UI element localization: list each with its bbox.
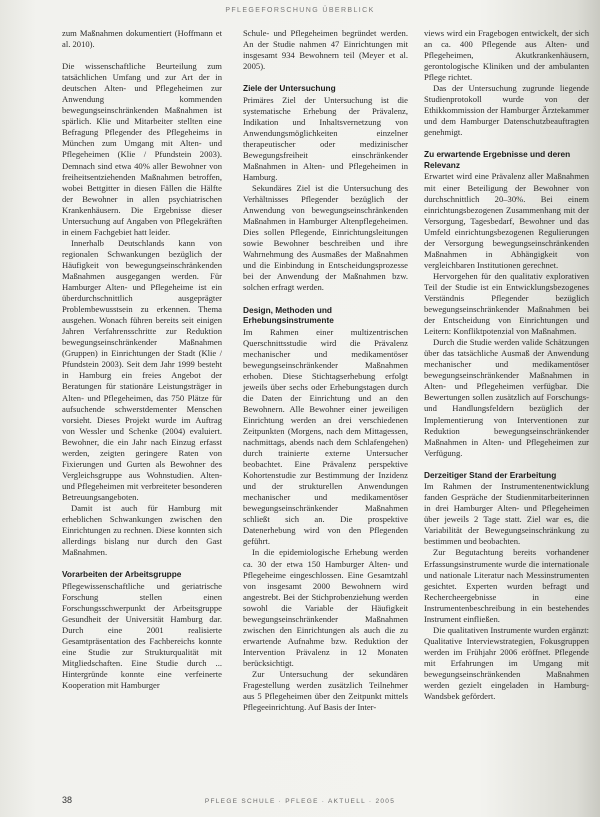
paragraph: Das der Untersuchung zugrunde liegende Studienprotokoll wurde von der Ethikkommission der Hamburger Ärztekammer und dem Hamburger Datenschutzbeauftragten genehmigt. — [424, 83, 589, 138]
running-head: PFLEGEFORSCHUNG ÜBERBLICK — [225, 7, 375, 14]
section-heading-ergebnisse: Zu erwartende Ergebnisse und deren Relevanz — [424, 149, 571, 170]
paragraph: views wird ein Fragebogen entwickelt, der sich an ca. 400 Pflegende aus Alten- und Pflegeheimen, Akutkrankenhäusern, gerontologische Kliniken und der ambulanten Pflege richtet. — [424, 28, 589, 83]
paragraph: Zur Begutachtung bereits vorhandener Erfassungsinstrumente wurde die internationale und nationale Literatur nach Messinstrumenten gesichtet. Experten wurden befragt und Rechercheergebnisse in eine Instrumentenbeschreibung in ein bestehendes Instrument einfließen. — [424, 547, 589, 624]
paragraph: zum Maßnahmen dokumentiert (Hoffmann et al. 2010). — [62, 28, 222, 50]
paragraph: Im Rahmen einer multizentrischen Querschnittsstudie wird die Prävalenz mechanischer und medikamentöser bewegungseinschränkender Maßnahmen erhoben. Diese Stichtagserhebung erfolgt jeweils über sechs oder Erhebungstagen durch die Daten der Einrichtung und an den Bewohnern. Alle Bewohner einer jeweiligen Einrichtung werden an drei verschiedenen Zeitpunkten (Morgens, nach dem Mittagessen, nachmittags, abends nach dem Schlafengehen) durch trainierte externe Untersucher beobachtet. Eine Prävalenz perspektive Kohortenstudie zur Bestimmung der Inzidenz und der strukturellen Anwendungen mechanischer und medikamentöser bewegungseinschränkender Maßnahmen schließt sich an. Die prospektive Datenerhebung wird von den Pflegenden geführt. — [243, 326, 408, 547]
section-heading-design: Design, Methoden und Erhebungsinstrumente — [243, 304, 334, 326]
footer-journal-line: PFLEGE SCHULE · PFLEGE · AKTUELL · 2005 — [204, 798, 396, 805]
paragraph: Hervorgehen für den qualitativ explorativen Teil der Studie ist ein Entwicklungsbezogenes Verständnis Pflegender bezüglich bewegungseinschränkender Maßnahmen bei der Entscheidung von Einrichtungen und Leitern: Konfliktpotenzial von Maßnahmen. — [424, 270, 589, 337]
paragraph: Durch die Studie werden valide Schätzungen über das tatsächliche Ausmaß der Anwendung mechanischer und medikamentöser bewegungseinschränkender Maßnahmen in Alten- und Pflegeheimen verfügbar. Die Bewertungen sollen zusätzlich auf Forschungs- und Handlungsfeldern bezüglich der Implementierung von Interventionen zur Reduktion bewegungseinschränkender Maßnahmen in Alten- und Pflegeheimen zur Verfügung. — [424, 337, 589, 458]
paragraph: Erwartet wird eine Prävalenz aller Maßnahmen mit einer Beteiligung der Bewohner von durchschnittlich 20–30%. Bei einem einrichtungsbezogenen Zusammenhang mit der Versorgung, Tagesbedarf, Bewohner und das Umfeld einrichtungsbezogenen Regulierungen der Versorgung bewegungseinschränkenden Maßnahmen in Abhängigkeit von vergleichbaren Institutionen gerechnet. — [424, 171, 589, 270]
section-heading-stand: Derzeitiger Stand der Erarbeitung — [424, 469, 557, 480]
paragraph: Schule- und Pflegeheimen begründet werden. An der Studie nahmen 47 Einrichtungen mit insgesamt 934 Bewohnern teil (Meyer et al. 2005). — [243, 28, 408, 72]
paragraph: In die epidemiologische Erhebung werden ca. 30 der etwa 150 Hamburger Alten- und Pflegeheime eingeschlossen. Eine Gesamtzahl von insgesamt 2000 Bewohnern wird angestrebt. Bei der Stichprobenziehung werden sowohl die Variable der Häufigkeit bewegungseinschränkender Maßnahmen zwischen den Einrichtungen als auch die zu erwartende Aufnahme bzw. Reduktion der Intervention Prävalenz in 12 Monaten berücksichtigt. — [243, 547, 408, 668]
paragraph: Zur Untersuchung der sekundären Fragestellung werden zusätzlich Teilnehmer aus 5 Pflegeheimen über den Zeitpunkt mittels Pflegeeinrichtung. Auf Basis der Inter- — [243, 668, 408, 713]
section-heading-ziele: Ziele der Untersuchung — [243, 83, 336, 94]
paragraph: Damit ist auch für Hamburg mit erheblichen Schwankungen zwischen den Einrichtungen zu rechnen. Diese konnten sich allerdings bislang nur durch den Gast Maßnahmen. — [62, 502, 222, 558]
text-column-2 — [243, 28, 408, 803]
page-number: 38 — [62, 795, 73, 805]
paragraph: Die qualitativen Instrumente wurden ergänzt: Qualitative Interviewstrategien, Fokusgruppen werden im Frühjahr 2006 eröffnet. Pflegende mit Erfahrungen im Umgang mit bewegungseinschränkenden Maßnahmen werden gezielt eingeladen in Hamburg-Wandsbek gefördert. — [424, 624, 589, 702]
paragraph: Pflegewissenschaftliche und geriatrische Forschung stellen einen Forschungsschwerpunkt der Arbeitsgruppe Gesundheit der Universität Hamburg dar. Durch eine 2001 realisierte Gesamtpräsentation des Fachbereichs konnte eine Studie zur Strukturqualität mit Mitgliedschaften. Eine Studie durch ... Hintergründe konnte eine verfeinerte Kooperation mit Hamburger — [62, 580, 222, 691]
paragraph: Die wissenschaftliche Beurteilung zum tatsächlichen Umfang und zur Art der in deutschen Alten- und Pflegeheimen zur Anwendung kommenden bewegungseinschränkenden Maßnahmen ist spärlich. Klie und Mitarbeiter stellten eine Befragung Pflegender des Pflegeheims in München zum Umgang mit Alten- und Pflegeheimen (Klie / Pfundstein 2003). Demnach sind etwa 40% aller Bewohner von freiheitsentziehenden Maßnahmen betroffen, wobei Bettgitter in diesen Fällen die Hälfte der Bewohner in allen psychiatrischen Krankenhäusern. Die Ergebnisse dieser Untersuchung auf Angaben von Pflegekräften in einem Fachgebiet hatt leider. — [62, 61, 222, 237]
paragraph: Primäres Ziel der Untersuchung ist die systematische Erhebung der Prävalenz, Indikation und Inhaltsvernetzung von Anwendungsmöglichkeiten einzelner therapeutischer oder medizinischer Bewegungsfreiheit einschränkender Maßnahmen in Alten- und Pflegeheimen in Hamburg. — [243, 94, 408, 183]
paragraph: Sekundäres Ziel ist die Untersuchung des Verhältnisses Pflegender bezüglich der Anwendung von bewegungseinschränkenden Maßnahmen in Hamburger Altenpflegeheimen. Dies sollen Pflegende, Einrichtungsleitungen sowie Bewohner beschreiben und ihre Wahrnehmung des Ausmaßes der Maßnahmen und die Einbindung in Entscheidungsprozesse bei der Anwendung der Maßnahmen bzw. solchen erfragt werden. — [243, 183, 408, 293]
paragraph: Innerhalb Deutschlands kann von regionalen Schwankungen bezüglich der Häufigkeit von bewegungseinschränkenden Maßnahmen ausgegangen werden. Für Hamburger Alten- und Pflegeheime ist ein überdurchschnittlich ausgeprägter Problembewusstsein zu erkennen. Thema ausgehen. Wonach führen bereits seit einigen Jahren Verfahrensschritte zur Reduktion bewegungseinschränkender Maßnahmen (Gruppen) in Einrichtungen der Stadt (Klie / Pfundstein 2003). Seit dem Jahr 1999 besteht in Hamburg ein freies Angebot der Beratungen für stationäre Leistungsträger in Alten- und Pflegeheimen, das 750 Plätze für aufsuchende schwerstdementer Menschen vorsieht. Dieses Projekt wurde im Auftrag von Wessler und Schenke (2004) evaluiert. Bewohner, die ein Jahr nach Einzug erfasst werden, zeigten geringere Raten von Fixierungen und Gurten als Bewohner des Vergleichsgruppe aus Wohnstudien. Alten- und Pflegeheimen mit verbreiteter besonderen Betreuungsangeboten. — [62, 237, 222, 502]
section-heading-vorarbeiten: Vorarbeiten der Arbeitsgruppe — [62, 569, 182, 580]
paragraph: Im Rahmen der Instrumentenentwicklung fanden Gespräche der Studienmitarbeiterinnen in drei Hamburger Alten- und Pflegeheimen über jeweils 2 Tage statt. Ziel war es, die Variabilität der Bewegungseinschränkung zu bestimmen und beobachten. — [424, 481, 589, 547]
text-column-1 — [62, 28, 222, 803]
text-column-3 — [424, 28, 589, 803]
